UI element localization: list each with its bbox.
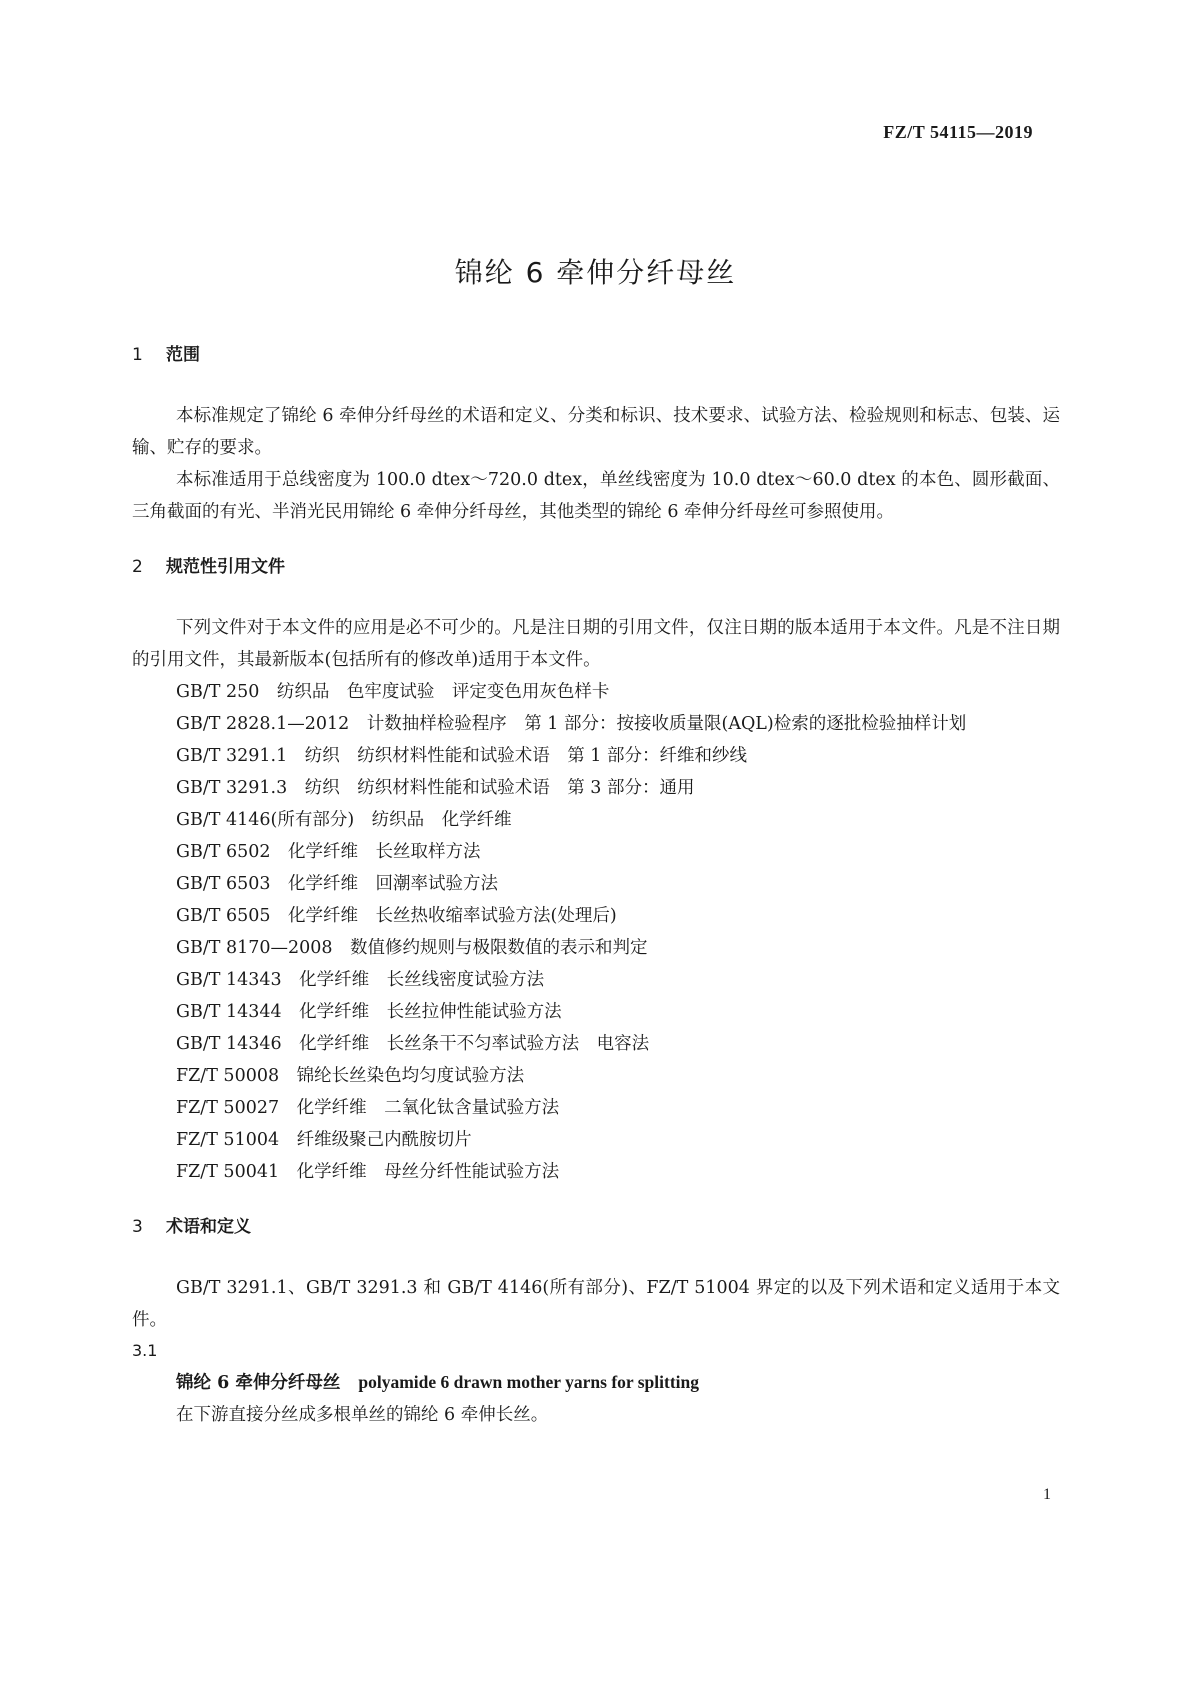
reference-item: GB/T 14346 化学纤维 长丝条干不匀率试验方法 电容法	[176, 1034, 650, 1054]
reference-item: GB/T 2828.1—2012 计数抽样检验程序 第 1 部分：按接收质量限(AQL)检索的逐批检验抽样计划	[176, 714, 967, 734]
section-terms-definitions	[132, 1212, 1060, 1431]
reference-item: GB/T 8170—2008 数值修约规则与极限数值的表示和判定	[176, 938, 648, 958]
reference-item: GB/T 6503 化学纤维 回潮率试验方法	[176, 874, 499, 894]
reference-item: GB/T 4146(所有部分) 纺织品 化学纤维	[176, 810, 512, 830]
reference-item: GB/T 6502 化学纤维 长丝取样方法	[176, 842, 481, 862]
reference-item: GB/T 3291.3 纺织 纺织材料性能和试验术语 第 3 部分：通用	[176, 778, 695, 798]
term-heading	[132, 1366, 1060, 1399]
document-body	[132, 340, 1060, 1431]
term-definition: 在下游直接分丝成多根单丝的锦纶 6 牵伸长丝。	[176, 1405, 549, 1425]
section-heading	[132, 552, 1060, 582]
reference-item: GB/T 14344 化学纤维 长丝拉伸性能试验方法	[176, 1002, 562, 1022]
section-number: 1	[132, 345, 143, 365]
section-number: 2	[132, 557, 143, 577]
section-scope	[132, 340, 1060, 528]
section-heading	[132, 1212, 1060, 1242]
paragraph: 本标准规定了锦纶 6 牵伸分纤母丝的术语和定义、分类和标识、技术要求、试验方法、检验规则和标志、包装、运输、贮存的要求。	[132, 406, 1060, 458]
section-number: 3	[132, 1217, 143, 1237]
reference-item: GB/T 6505 化学纤维 长丝热收缩率试验方法(处理后)	[176, 906, 617, 926]
page-number: 1	[1043, 1486, 1051, 1503]
section-title: 范围	[166, 345, 200, 365]
document-title: 锦纶 6 牵伸分纤母丝	[454, 255, 737, 289]
section-heading	[132, 340, 1060, 370]
reference-item: FZ/T 50027 化学纤维 二氧化钛含量试验方法	[176, 1098, 560, 1118]
reference-item: FZ/T 51004 纤维级聚己内酰胺切片	[176, 1130, 472, 1150]
reference-item: GB/T 14343 化学纤维 长丝线密度试验方法	[176, 970, 545, 990]
section-title: 规范性引用文件	[166, 557, 285, 577]
paragraph: 下列文件对于本文件的应用是必不可少的。凡是注日期的引用文件，仅注日期的版本适用于本文件。凡是不注日期的引用文件，其最新版本(包括所有的修改单)适用于本文件。	[132, 618, 1060, 670]
reference-item: FZ/T 50008 锦纶长丝染色均匀度试验方法	[176, 1066, 525, 1086]
section-normative-references	[132, 552, 1060, 1188]
reference-item: GB/T 3291.1 纺织 纺织材料性能和试验术语 第 1 部分：纤维和纱线	[176, 746, 747, 766]
paragraph: GB/T 3291.1、GB/T 3291.3 和 GB/T 4146(所有部分)、FZ/T 51004 界定的以及下列术语和定义适用于本文件。	[132, 1278, 1060, 1330]
section-title: 术语和定义	[166, 1217, 251, 1237]
reference-item: FZ/T 50041 化学纤维 母丝分纤性能试验方法	[176, 1162, 560, 1182]
paragraph: 本标准适用于总线密度为 100.0 dtex～720.0 dtex，单丝线密度为 10.0 dtex～60.0 dtex 的本色、圆形截面、三角截面的有光、半消光民用锦纶 6 牵伸分纤母丝，其他类型的锦纶 6 牵伸分纤母丝可参照使用。	[132, 470, 1060, 522]
reference-list	[132, 676, 1060, 1188]
term-number: 3.1	[132, 1341, 158, 1360]
term-chinese: 锦纶 6 牵伸分纤母丝	[176, 1373, 341, 1393]
standard-code: FZ/T 54115—2019	[883, 122, 1033, 142]
term-english: polyamide 6 drawn mother yarns for splitting	[358, 1372, 699, 1392]
reference-item: GB/T 250 纺织品 色牢度试验 评定变色用灰色样卡	[176, 682, 610, 702]
